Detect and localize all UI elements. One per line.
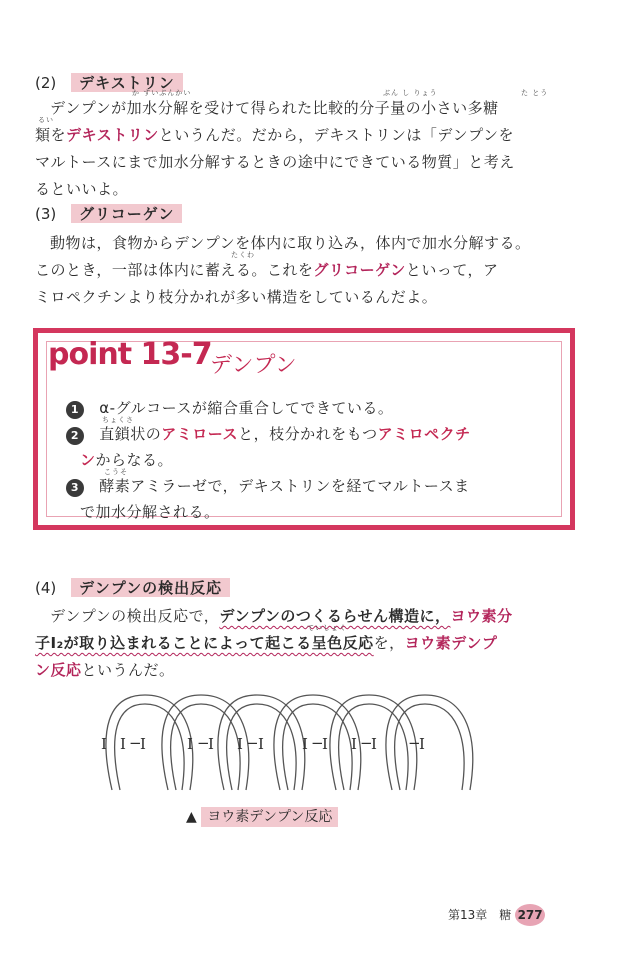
- iodine-atom: I: [258, 735, 264, 753]
- term-glycogen: グリコーゲン: [313, 261, 406, 279]
- helix-turn: [395, 704, 464, 790]
- furigana: ぶん し りょう: [383, 89, 438, 97]
- number-badge: 1: [66, 401, 84, 419]
- iodine-atom: I: [208, 735, 214, 753]
- section-title: グリコーゲン: [71, 204, 182, 223]
- paragraph-line: 類をデキストリンというんだ。だから，デキストリンは「デンプンを: [35, 126, 515, 144]
- point-item-3: 3 酵素アミラーゼで，デキストリンを経てマルトースま: [66, 473, 470, 500]
- furigana: か すいぶんかい: [132, 89, 192, 97]
- caption-text: ヨウ素デンプン反応: [201, 807, 338, 827]
- section-3-heading: [35, 203, 182, 224]
- furigana: ちょくさ: [102, 416, 134, 424]
- term-amylopectin: アミロペクチ: [377, 425, 471, 443]
- point-item-3-cont: で加水分解される。: [80, 503, 220, 521]
- paragraph-line: 子I₂が取り込まれることによって起こる呈色反応を，ヨウ素デンプ: [35, 634, 498, 652]
- emphasis-wavy: 子I₂が取り込まれることによって起こる呈色反応: [35, 634, 374, 652]
- section-number: (3): [35, 205, 57, 223]
- page-footer: [448, 904, 545, 926]
- iodine-atom: I: [101, 735, 107, 753]
- furigana: た とう: [521, 89, 549, 97]
- iodine-atom: I: [120, 735, 126, 753]
- helix-turn: [386, 695, 473, 790]
- caption-triangle-icon: ▲: [186, 809, 197, 825]
- section-title: デンプンの検出反応: [71, 578, 230, 597]
- iodine-atom: I: [302, 735, 308, 753]
- iodine-atom: I: [371, 735, 377, 753]
- paragraph-line: このとき，一部は体内に蓄える。これをグリコーゲンといって，ア: [35, 261, 499, 279]
- term-iodine-starch: ヨウ素デンプ: [404, 634, 498, 652]
- figure-caption: [186, 806, 338, 826]
- emphasis-wavy: デンプンのつくるらせん構造に，: [219, 607, 451, 625]
- paragraph-line: 動物は，食物からデンプンを体内に取り込み，体内で加水分解する。: [50, 234, 531, 252]
- term-amylose: アミロース: [161, 425, 239, 443]
- furigana: たくわ: [231, 251, 255, 259]
- number-badge: 2: [66, 427, 84, 445]
- chapter-label: 第13章 糖: [448, 908, 512, 922]
- section-number: (4): [35, 579, 57, 597]
- iodine-atom: I: [419, 735, 425, 753]
- iodine-atom: I: [322, 735, 328, 753]
- section-4-heading: [35, 577, 230, 598]
- furigana: るい: [38, 116, 54, 124]
- page-number: 277: [515, 904, 545, 926]
- point-subtitle: デンプン: [210, 353, 297, 378]
- paragraph-line: デンプンの検出反応で，デンプンのつくるらせん構造に，ヨウ素分: [50, 607, 513, 625]
- point-title: point 13-7: [48, 337, 212, 372]
- iodine-atom: I: [187, 735, 193, 753]
- iodine-atom: I: [140, 735, 146, 753]
- paragraph-line: ミロペクチンより枝分かれが多い構造をしているんだよ。: [35, 288, 438, 306]
- paragraph-line: マルトースにまで加水分解するときの途中にできている物質」と考え: [35, 153, 515, 171]
- helix-turn: [106, 695, 193, 790]
- point-item-2: 2 直鎖状のアミロースと，枝分かれをもつアミロペクチ: [66, 421, 471, 448]
- point-item-1: 1 α-グルコースが縮合重合してできている。: [66, 395, 393, 422]
- term-iodine: ヨウ素分: [450, 607, 513, 625]
- term-dextrin: デキストリン: [66, 126, 159, 144]
- paragraph-line: ン反応というんだ。: [35, 661, 175, 679]
- paragraph-line: るといいよ。: [35, 180, 129, 198]
- number-badge: 3: [66, 479, 84, 497]
- paragraph-line: デンプンが加水分解を受けて得られた比較的分子量の小さい多糖: [50, 99, 499, 117]
- point-item-2-cont: ンからなる。: [80, 451, 174, 469]
- iodine-atom: I: [237, 735, 243, 753]
- section-title: デキストリン: [71, 73, 183, 92]
- iodine-atom: I: [351, 735, 357, 753]
- section-number: (2): [35, 74, 57, 92]
- furigana: こうそ: [104, 468, 128, 476]
- furigana: ていしょく: [307, 624, 347, 632]
